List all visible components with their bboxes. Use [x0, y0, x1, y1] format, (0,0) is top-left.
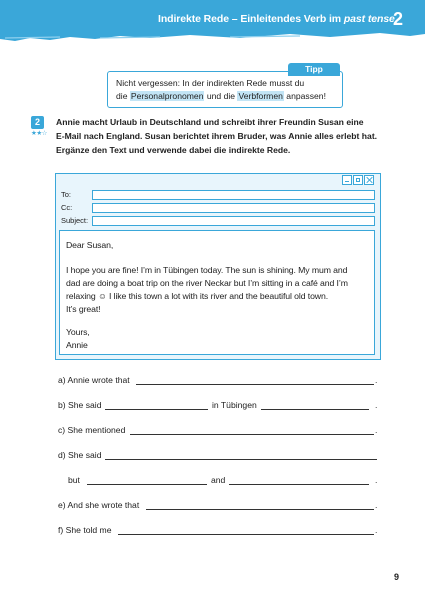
- sentence-end: .: [375, 500, 378, 510]
- exercise-f-prompt: f) She told me: [58, 525, 112, 535]
- exercise-b-prompt: b) She said: [58, 400, 102, 410]
- minimize-icon[interactable]: [342, 175, 352, 185]
- task-instruction-line-1: Annie macht Urlaub in Deutschland und schreibt ihrer Freundin Susan eine: [56, 117, 364, 127]
- task-instruction-line-2: E-Mail nach England. Susan berichtet ihrem Bruder, was Annie alles erlebt hat.: [56, 131, 378, 141]
- exercise-a-blank[interactable]: [136, 384, 374, 385]
- to-field[interactable]: [92, 190, 375, 200]
- email-signature: Annie: [66, 340, 88, 350]
- sentence-end: .: [375, 525, 378, 535]
- email-body-line: It’s great!: [66, 304, 101, 314]
- exercise-a-prompt: a) Annie wrote that: [58, 375, 130, 385]
- unit-number: 2: [393, 9, 404, 29]
- tip-text-line-2: die Personalpronomen und die Verbformen anpassen!: [116, 91, 326, 101]
- exercise-b-blank-1[interactable]: [105, 409, 208, 410]
- email-closing: Yours,: [66, 327, 90, 337]
- sentence-end: .: [375, 400, 378, 410]
- exercise-d-but: but: [68, 475, 80, 485]
- page-title: Indirekte Rede – Einleitendes Verb im past tense: [158, 13, 395, 25]
- task-number-badge: 2: [31, 116, 44, 129]
- task-instruction-line-3: Ergänze den Text und verwende dabei die indirekte Rede.: [56, 145, 291, 155]
- maximize-icon[interactable]: [353, 175, 363, 185]
- exercise-c-prompt: c) She mentioned: [58, 425, 126, 435]
- email-greeting: Dear Susan,: [66, 240, 114, 250]
- exercise-d-blank-1[interactable]: [105, 459, 377, 460]
- subject-label: Subject:: [61, 216, 89, 225]
- close-icon[interactable]: [364, 175, 374, 185]
- tip-box: [107, 71, 343, 108]
- exercise-e-blank[interactable]: [146, 509, 374, 510]
- to-label: To:: [61, 190, 72, 199]
- highlight-verbformen: Verbformen: [238, 91, 283, 101]
- email-body-line: I hope you are fine! I’m in Tübingen today. The sun is shining. My mum and: [66, 265, 348, 275]
- sentence-end: .: [375, 375, 378, 385]
- page-number: 9: [394, 572, 400, 582]
- exercise-f-blank[interactable]: [118, 534, 374, 535]
- exercise-b-blank-2[interactable]: [261, 409, 369, 410]
- cc-field[interactable]: [92, 203, 375, 213]
- sentence-end: .: [375, 425, 378, 435]
- highlight-personalpronomen: Personalpronomen: [130, 91, 204, 101]
- email-body-line: dad are doing a boat trip on the river Neckar but I’m sitting in a café and I’m: [66, 278, 348, 288]
- exercise-d-prompt: d) She said: [58, 450, 102, 460]
- exercise-e-prompt: e) And she wrote that: [58, 500, 140, 510]
- window-controls: [342, 175, 374, 185]
- cc-label: Cc:: [61, 203, 73, 212]
- exercise-d-blank-3[interactable]: [229, 484, 369, 485]
- exercise-d-blank-2[interactable]: [87, 484, 207, 485]
- exercise-d-and: and: [211, 475, 226, 485]
- tip-text-line-1: Nicht vergessen: In der indirekten Rede musst du: [116, 78, 305, 88]
- sentence-end: .: [375, 475, 378, 485]
- difficulty-stars-icon: ★★☆: [31, 130, 47, 137]
- exercise-c-blank[interactable]: [130, 434, 374, 435]
- subject-field[interactable]: [92, 216, 375, 226]
- tip-label: Tipp: [288, 63, 340, 76]
- email-body-line: relaxing ☺ I like this town a lot with its river and the beautiful old town.: [66, 291, 329, 301]
- exercise-b-text: in Tübingen: [212, 400, 257, 410]
